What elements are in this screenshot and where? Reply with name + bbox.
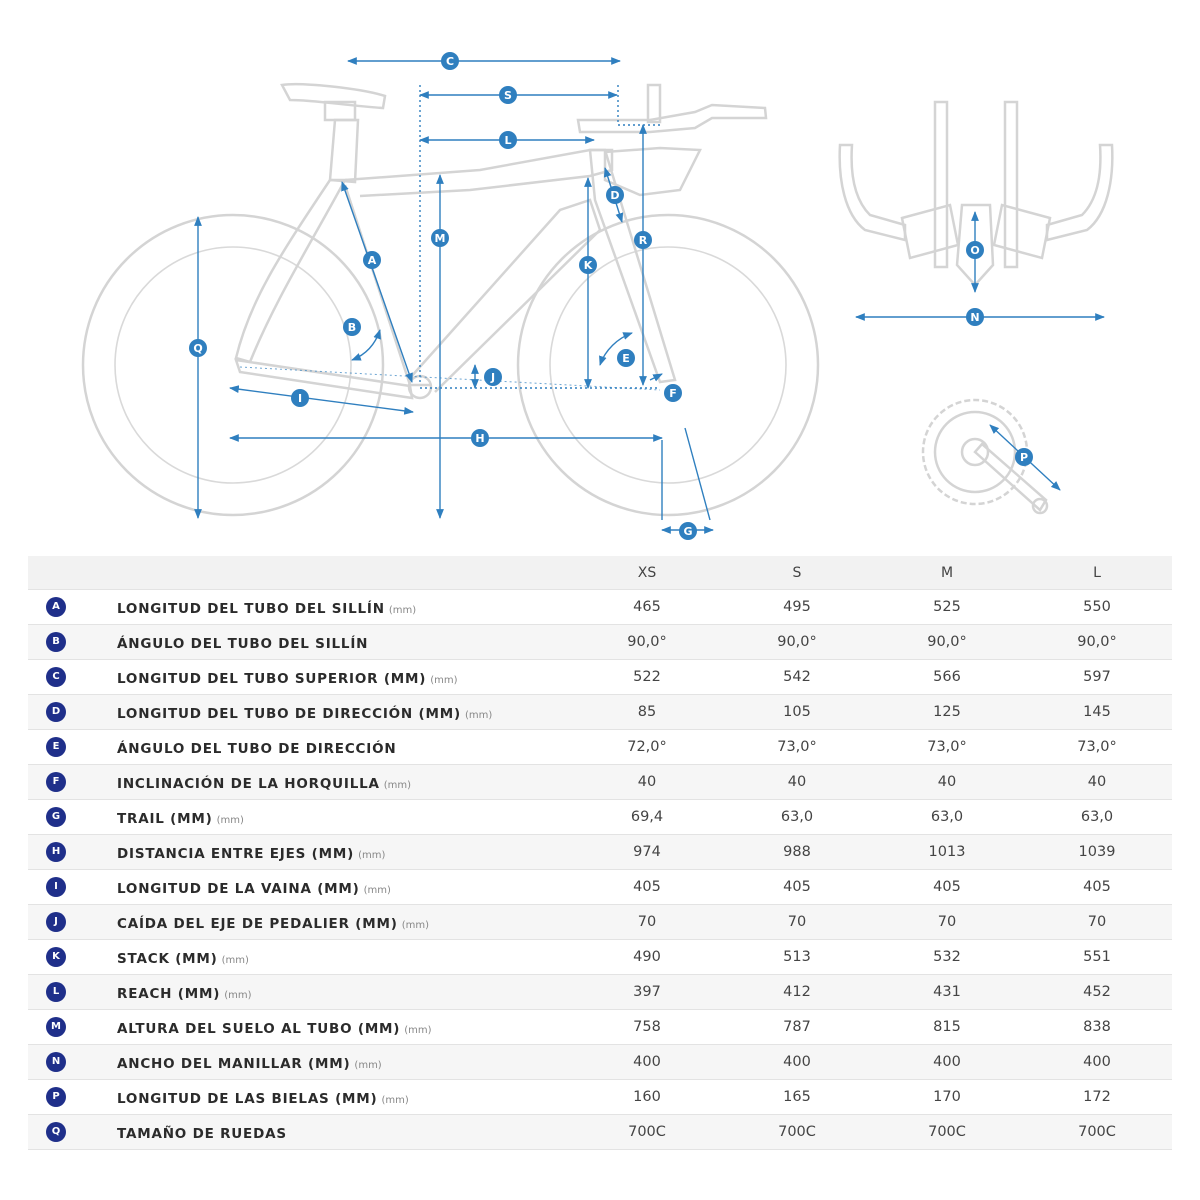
row-value: 522	[572, 660, 722, 695]
row-code-badge: B	[46, 632, 66, 652]
table-row	[28, 1115, 1172, 1150]
table-row	[28, 835, 1172, 870]
dimension-label-d	[606, 186, 624, 204]
row-value: 452	[1022, 975, 1172, 1010]
dimension-label-s	[499, 86, 517, 104]
row-value: 63,0	[722, 800, 872, 835]
row-value: 105	[722, 695, 872, 730]
row-value: 550	[1022, 590, 1172, 625]
row-label: ANCHO DEL MANILLAR (MM)	[117, 1055, 351, 1072]
row-value: 405	[872, 870, 1022, 905]
row-value: 758	[572, 1010, 722, 1045]
row-value: 160	[572, 1080, 722, 1115]
row-code-cell	[28, 1045, 84, 1080]
row-label: CAÍDA DEL EJE DE PEDALIER (MM)	[117, 915, 398, 932]
row-value: 70	[572, 905, 722, 940]
row-code-badge: Q	[46, 1122, 66, 1142]
row-label: REACH (MM)	[117, 985, 221, 1002]
row-value: 400	[722, 1045, 872, 1080]
row-code-badge: G	[46, 807, 66, 827]
dimension-label-m	[431, 229, 449, 247]
dimension-label-c	[441, 52, 459, 70]
table-row	[28, 1010, 1172, 1045]
row-unit: (mm)	[381, 1094, 409, 1106]
row-value: 63,0	[872, 800, 1022, 835]
row-label: LONGITUD DE LAS BIELAS (MM)	[117, 1090, 378, 1107]
column-header: L	[1022, 556, 1172, 590]
table-header-row	[28, 556, 1172, 590]
row-unit: (mm)	[216, 814, 244, 826]
row-label: ÁNGULO DEL TUBO DE DIRECCIÓN	[117, 740, 397, 757]
row-label: INCLINACIÓN DE LA HORQUILLA	[117, 775, 380, 792]
row-value: 63,0	[1022, 800, 1172, 835]
row-value: 838	[1022, 1010, 1172, 1045]
row-code-badge: A	[46, 597, 66, 617]
row-code-badge: P	[46, 1087, 66, 1107]
column-header: S	[722, 556, 872, 590]
row-label-cell	[84, 695, 572, 730]
row-value: 974	[572, 835, 722, 870]
row-code-cell	[28, 695, 84, 730]
label-letter: J	[490, 371, 496, 384]
row-value: 125	[872, 695, 1022, 730]
label-letter: I	[297, 392, 303, 405]
table-row	[28, 975, 1172, 1010]
row-label-cell	[84, 905, 572, 940]
geometry-table	[28, 556, 1172, 1150]
column-header: M	[872, 556, 1022, 590]
row-code-cell	[28, 1115, 84, 1150]
table-row	[28, 940, 1172, 975]
row-label-cell	[84, 590, 572, 625]
row-value: 400	[872, 1045, 1022, 1080]
row-value: 90,0°	[572, 625, 722, 660]
row-code-cell	[28, 765, 84, 800]
row-value: 70	[1022, 905, 1172, 940]
row-value: 700C	[872, 1115, 1022, 1150]
header-empty-code	[28, 556, 84, 590]
row-code-badge: I	[46, 877, 66, 897]
row-value: 172	[1022, 1080, 1172, 1115]
row-label-cell	[84, 730, 572, 765]
row-value: 397	[572, 975, 722, 1010]
row-label-cell	[84, 1045, 572, 1080]
row-value: 400	[1022, 1045, 1172, 1080]
row-value: 73,0°	[872, 730, 1022, 765]
table-row	[28, 625, 1172, 660]
dimension-label-r	[634, 231, 652, 249]
row-code-badge: F	[46, 772, 66, 792]
row-code-cell	[28, 590, 84, 625]
table-row	[28, 905, 1172, 940]
row-unit: (mm)	[464, 709, 493, 721]
label-letter: R	[638, 234, 648, 247]
row-value: 566	[872, 660, 1022, 695]
dimension-label-g	[679, 522, 697, 540]
header-empty-label	[84, 556, 572, 590]
row-label-cell	[84, 800, 572, 835]
row-code-cell	[28, 730, 84, 765]
row-code-cell	[28, 800, 84, 835]
row-label-cell	[84, 975, 572, 1010]
row-value: 85	[572, 695, 722, 730]
row-code-cell	[28, 625, 84, 660]
row-label-cell	[84, 660, 572, 695]
row-code-cell	[28, 835, 84, 870]
row-value: 165	[722, 1080, 872, 1115]
row-value: 495	[722, 590, 872, 625]
label-letter: P	[1019, 451, 1029, 464]
row-unit: (mm)	[224, 989, 252, 1001]
dimension-label-h	[471, 429, 489, 447]
row-unit: (mm)	[388, 604, 417, 616]
row-value: 90,0°	[872, 625, 1022, 660]
row-value: 400	[572, 1045, 722, 1080]
row-value: 405	[722, 870, 872, 905]
dimension-label-o	[966, 241, 984, 259]
row-value: 73,0°	[722, 730, 872, 765]
row-code-cell	[28, 975, 84, 1010]
label-letter: M	[434, 232, 446, 245]
row-code-cell	[28, 870, 84, 905]
row-unit: (mm)	[363, 884, 391, 896]
row-label-cell	[84, 625, 572, 660]
row-value: 1039	[1022, 835, 1172, 870]
row-value: 988	[722, 835, 872, 870]
row-value: 40	[722, 765, 872, 800]
dimension-label-a	[363, 251, 381, 269]
row-value: 700C	[572, 1115, 722, 1150]
row-code-cell	[28, 940, 84, 975]
row-label: LONGITUD DEL TUBO DEL SILLÍN	[117, 600, 385, 617]
dimension-label-k	[579, 256, 597, 274]
label-letter: C	[445, 55, 455, 68]
row-value: 170	[872, 1080, 1022, 1115]
row-label: LONGITUD DEL TUBO SUPERIOR (MM)	[117, 670, 427, 687]
row-value: 542	[722, 660, 872, 695]
table-row	[28, 730, 1172, 765]
table-row	[28, 765, 1172, 800]
label-letter: K	[583, 259, 593, 272]
row-value: 40	[872, 765, 1022, 800]
dimension-label-e	[617, 349, 635, 367]
row-value: 787	[722, 1010, 872, 1045]
dimension-label-n	[966, 308, 984, 326]
row-value: 145	[1022, 695, 1172, 730]
row-code-badge: J	[46, 912, 66, 932]
row-code-cell	[28, 660, 84, 695]
row-value: 1013	[872, 835, 1022, 870]
dimension-label-f	[664, 384, 682, 402]
row-code-badge: M	[46, 1017, 66, 1037]
row-code-badge: L	[46, 982, 66, 1002]
row-unit: (mm)	[358, 849, 386, 861]
row-value: 700C	[1022, 1115, 1172, 1150]
row-value: 69,4	[572, 800, 722, 835]
row-code-cell	[28, 1080, 84, 1115]
row-code-badge: C	[46, 667, 66, 687]
label-letter: L	[504, 134, 512, 147]
row-value: 465	[572, 590, 722, 625]
row-value: 90,0°	[1022, 625, 1172, 660]
row-label: ALTURA DEL SUELO AL TUBO (MM)	[117, 1020, 401, 1037]
row-value: 513	[722, 940, 872, 975]
row-value: 72,0°	[572, 730, 722, 765]
row-code-cell	[28, 905, 84, 940]
row-label: DISTANCIA ENTRE EJES (MM)	[117, 845, 355, 862]
label-letter: A	[367, 254, 377, 267]
row-code-badge: D	[46, 702, 66, 722]
row-code-badge: N	[46, 1052, 66, 1072]
label-letter: D	[610, 189, 620, 202]
dimension-label-l	[499, 131, 517, 149]
table-row	[28, 870, 1172, 905]
row-value: 412	[722, 975, 872, 1010]
row-code-cell	[28, 1010, 84, 1045]
row-label: ÁNGULO DEL TUBO DEL SILLÍN	[117, 635, 369, 652]
row-value: 700C	[722, 1115, 872, 1150]
geometry-diagram	[0, 0, 1200, 550]
row-value: 815	[872, 1010, 1022, 1045]
label-letter: H	[475, 432, 485, 445]
row-code-badge: K	[46, 947, 66, 967]
row-label: TRAIL (MM)	[117, 810, 213, 827]
dimension-label-j	[484, 368, 502, 386]
row-value: 70	[722, 905, 872, 940]
row-label-cell	[84, 1115, 572, 1150]
row-unit: (mm)	[383, 779, 412, 791]
table-row	[28, 1045, 1172, 1080]
row-value: 431	[872, 975, 1022, 1010]
row-label-cell	[84, 870, 572, 905]
row-value: 40	[1022, 765, 1172, 800]
row-value: 532	[872, 940, 1022, 975]
row-unit: (mm)	[404, 1024, 432, 1036]
dimension-label-p	[1015, 448, 1033, 466]
row-code-badge: H	[46, 842, 66, 862]
row-value: 90,0°	[722, 625, 872, 660]
row-unit: (mm)	[430, 674, 458, 686]
table-row	[28, 800, 1172, 835]
row-label-cell	[84, 1010, 572, 1045]
dimension-label-q	[189, 339, 207, 357]
row-value: 73,0°	[1022, 730, 1172, 765]
row-value: 70	[872, 905, 1022, 940]
row-value: 490	[572, 940, 722, 975]
label-letter: E	[622, 352, 630, 365]
row-code-badge: E	[46, 737, 66, 757]
row-label: LONGITUD DEL TUBO DE DIRECCIÓN (MM)	[117, 705, 461, 722]
dimension-label-b	[343, 318, 361, 336]
label-letter: F	[669, 387, 677, 400]
row-unit: (mm)	[221, 954, 249, 966]
label-letter: N	[970, 311, 980, 324]
row-value: 40	[572, 765, 722, 800]
bike-outline	[83, 84, 818, 515]
row-label-cell	[84, 940, 572, 975]
row-unit: (mm)	[354, 1059, 382, 1071]
row-label-cell	[84, 1080, 572, 1115]
label-letter: Q	[193, 342, 203, 355]
label-letter: S	[504, 89, 512, 102]
dimension-label-i	[291, 389, 309, 407]
row-unit: (mm)	[401, 919, 429, 931]
row-label: STACK (MM)	[117, 950, 218, 967]
row-value: 405	[1022, 870, 1172, 905]
label-letter: B	[347, 321, 357, 334]
row-value: 551	[1022, 940, 1172, 975]
row-label: TAMAÑO DE RUEDAS	[117, 1125, 287, 1142]
table-row	[28, 590, 1172, 625]
row-value: 405	[572, 870, 722, 905]
row-label-cell	[84, 765, 572, 800]
table-row	[28, 660, 1172, 695]
label-letter: O	[970, 244, 980, 257]
table-row	[28, 1080, 1172, 1115]
dimension-labels	[189, 52, 1033, 540]
column-header: XS	[572, 556, 722, 590]
row-value: 597	[1022, 660, 1172, 695]
table-row	[28, 695, 1172, 730]
row-label: LONGITUD DE LA VAINA (MM)	[117, 880, 360, 897]
row-label-cell	[84, 835, 572, 870]
label-letter: G	[683, 525, 693, 538]
row-value: 525	[872, 590, 1022, 625]
